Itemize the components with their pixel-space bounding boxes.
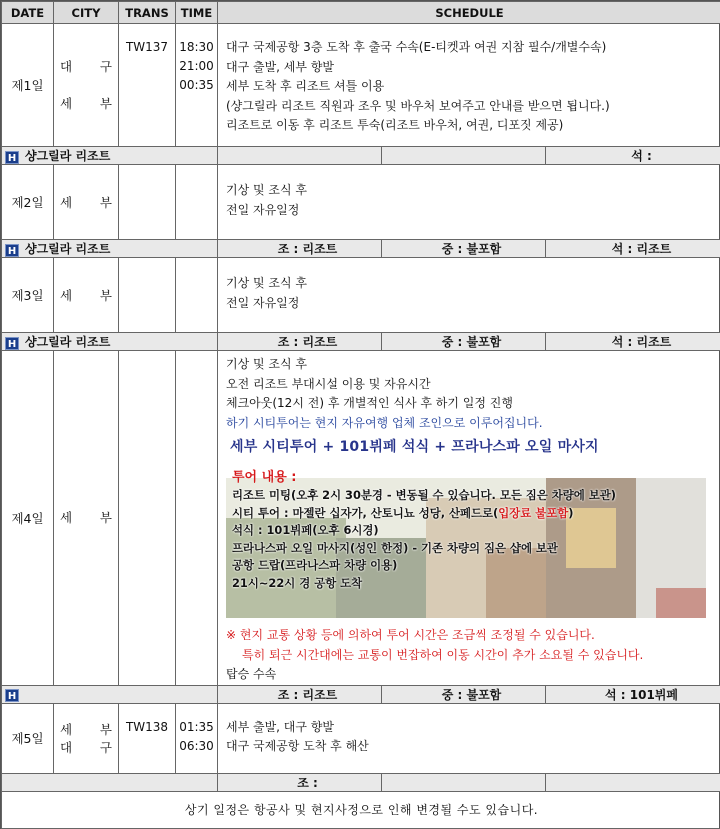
hotel-icon: H xyxy=(5,151,19,164)
schedule-cell: 기상 및 조식 후 전일 자유일정 xyxy=(218,165,720,240)
city-cell: 세 부 xyxy=(54,258,119,333)
hotel-row xyxy=(2,240,720,258)
header-trans: TRANS xyxy=(119,2,176,24)
day-row-5 xyxy=(2,703,720,773)
meal-lunch xyxy=(382,147,546,165)
meal-breakfast xyxy=(218,147,382,165)
schedule-notice: 상기 일정은 항공사 및 현지사정으로 인해 변경될 수도 있습니다. xyxy=(2,791,720,828)
hotel-row xyxy=(2,147,720,165)
hotel-name: 샹그릴라 리조트 xyxy=(25,242,111,256)
city-line: 세 부 xyxy=(60,96,112,111)
day-label: 제1일 xyxy=(2,24,54,147)
schedule-cell: 대구 국제공항 3층 도착 후 출국 수속(E-티켓과 여권 지참 필수/개별수속) 대구 출발, 세부 향발 세부 도착 후 리조트 셔틀 이용 (샹그릴라 리조트 직원과 조우 및 바우처 보여주고 안내를 받으면 됩니다.) 리조트로 이동 후 리조트 투숙(리조트 바우처, 여권, 디포짓 제공) xyxy=(218,24,720,147)
meal-dinner: 석 : 101뷔페 xyxy=(546,685,720,703)
day-row-1 xyxy=(2,24,720,147)
tour-contents-heading: 투어 내용 : xyxy=(232,469,297,485)
schedule-table xyxy=(1,1,720,829)
hotel-icon: H xyxy=(5,244,19,257)
meal-dinner: 석 : 리조트 xyxy=(546,333,720,351)
entrance-fee-note: 입장료 불포함 xyxy=(498,505,569,520)
city-cell: 세 부 xyxy=(54,351,119,686)
hotel-icon: H xyxy=(5,337,19,350)
meal-dinner: 석 : xyxy=(546,147,720,165)
city-cell xyxy=(54,24,119,147)
day-row-4 xyxy=(2,351,720,686)
meal-breakfast: 조 : 리조트 xyxy=(218,333,382,351)
day-label: 제4일 xyxy=(2,351,54,686)
meal-lunch: 중 : 불포함 xyxy=(382,685,546,703)
city-cell: 세 부 xyxy=(54,165,119,240)
tour-package-title: 세부 시티투어 + 101뷔페 석식 + 프라나스파 오일 마사지 xyxy=(230,439,599,455)
header-time: TIME xyxy=(176,2,218,24)
tour-item: 공항 드랍(프라나스파 차량 이용) xyxy=(232,558,398,573)
hotel-name: 샹그릴라 리조트 xyxy=(25,335,111,349)
city-tour-note: 하기 시티투어는 현지 자유여행 업체 조인으로 이루어집니다. xyxy=(226,415,543,430)
day-label: 제3일 xyxy=(2,258,54,333)
city-tour-promo xyxy=(226,438,706,622)
schedule-cell: 세부 출발, 대구 향발 대구 국제공항 도착 후 해산 xyxy=(218,703,720,773)
day-row-2 xyxy=(2,165,720,240)
hotel-name: 샹그릴라 리조트 xyxy=(25,149,111,163)
header-schedule: SCHEDULE xyxy=(218,2,720,24)
hotel-row xyxy=(2,333,720,351)
flight-code: TW138 xyxy=(119,703,176,773)
meal-breakfast: 조 : 리조트 xyxy=(218,685,382,703)
tour-item: 석식 : 101뷔페(오후 6시경) xyxy=(232,523,379,538)
tour-item: 프라나스파 오일 마사지(성인 한정) - 기존 차량의 짐은 샵에 보관 xyxy=(232,540,558,555)
day-row-3 xyxy=(2,258,720,333)
traffic-warning: ※ 현지 교통 상황 등에 의하여 투어 시간은 조금씩 조정될 수 있습니다. xyxy=(226,628,595,642)
meal-row xyxy=(2,773,720,791)
traffic-warning: 특히 퇴근 시간대에는 교통이 번잡하여 이동 시간이 추가 소요될 수 있습니다. xyxy=(242,647,644,662)
tour-item: 시티 투어 : 마젤란 십자가, 산토니뇨 성당, 산페드로(입장료 불포함) xyxy=(232,505,574,520)
header-city: CITY xyxy=(54,2,119,24)
header-date: DATE xyxy=(2,2,54,24)
hotel-row xyxy=(2,685,720,703)
meal-dinner: 석 : 리조트 xyxy=(546,240,720,258)
meal-breakfast: 조 : 리조트 xyxy=(218,240,382,258)
time-cell: 01:35 06:30 xyxy=(176,703,218,773)
schedule-cell: 기상 및 조식 후 오전 리조트 부대시설 이용 및 자유시간 체크아웃(12시 전) 후 개별적인 식사 후 하기 일정 진행 하기 시티투어는 현지 자유여행 업체 조인으로 이루어집니다. 세부 시티투어 + 101뷔페 석식 + 프라나스파 오일 마사지 투어 내용 : 리조트 미팅(오후 2시 30분경 - 변동될 수 있습니다. 모든 짐은 차량에 보관) 시티 투어 : 마젤란 십자가, 산토니뇨 성당, 산페드로(입장료 불포함) 석식 : 101뷔페(오후 6시경) 프라나스파 오일 마사지(성인 한정) - 기존 차량의 짐은 샵에 보관 공항 드랍(프라나스파 차량 이용) 21시~22시 경 공항 도착 ※ 현지 교통 상황 등에 의하여 투어 시간은 조금씩 조정될 수 있습니다. 특히 퇴근 시간대에는 교통이 번잡하여 이동 시간이 추가 소요될 수 있습니다. 탑승 수속 xyxy=(218,351,720,686)
day-label: 제2일 xyxy=(2,165,54,240)
meal-lunch: 중 : 불포함 xyxy=(382,240,546,258)
hotel-icon: H xyxy=(5,689,19,702)
flight-code: TW137 xyxy=(119,24,176,147)
tour-item: 21시~22시 경 공항 도착 xyxy=(232,575,363,590)
city-line: 대 구 xyxy=(60,59,112,74)
day-label: 제5일 xyxy=(2,703,54,773)
time-cell: 18:30 21:00 00:35 xyxy=(176,24,218,147)
tour-item: 리조트 미팅(오후 2시 30분경 - 변동될 수 있습니다. 모든 짐은 차량에 보관) xyxy=(232,488,616,502)
table-header xyxy=(2,2,720,24)
meal-lunch: 중 : 불포함 xyxy=(382,333,546,351)
schedule-cell: 기상 및 조식 후 전일 자유일정 xyxy=(218,258,720,333)
city-cell: 세 부 대 구 xyxy=(54,703,119,773)
meal-breakfast: 조 : xyxy=(218,773,382,791)
